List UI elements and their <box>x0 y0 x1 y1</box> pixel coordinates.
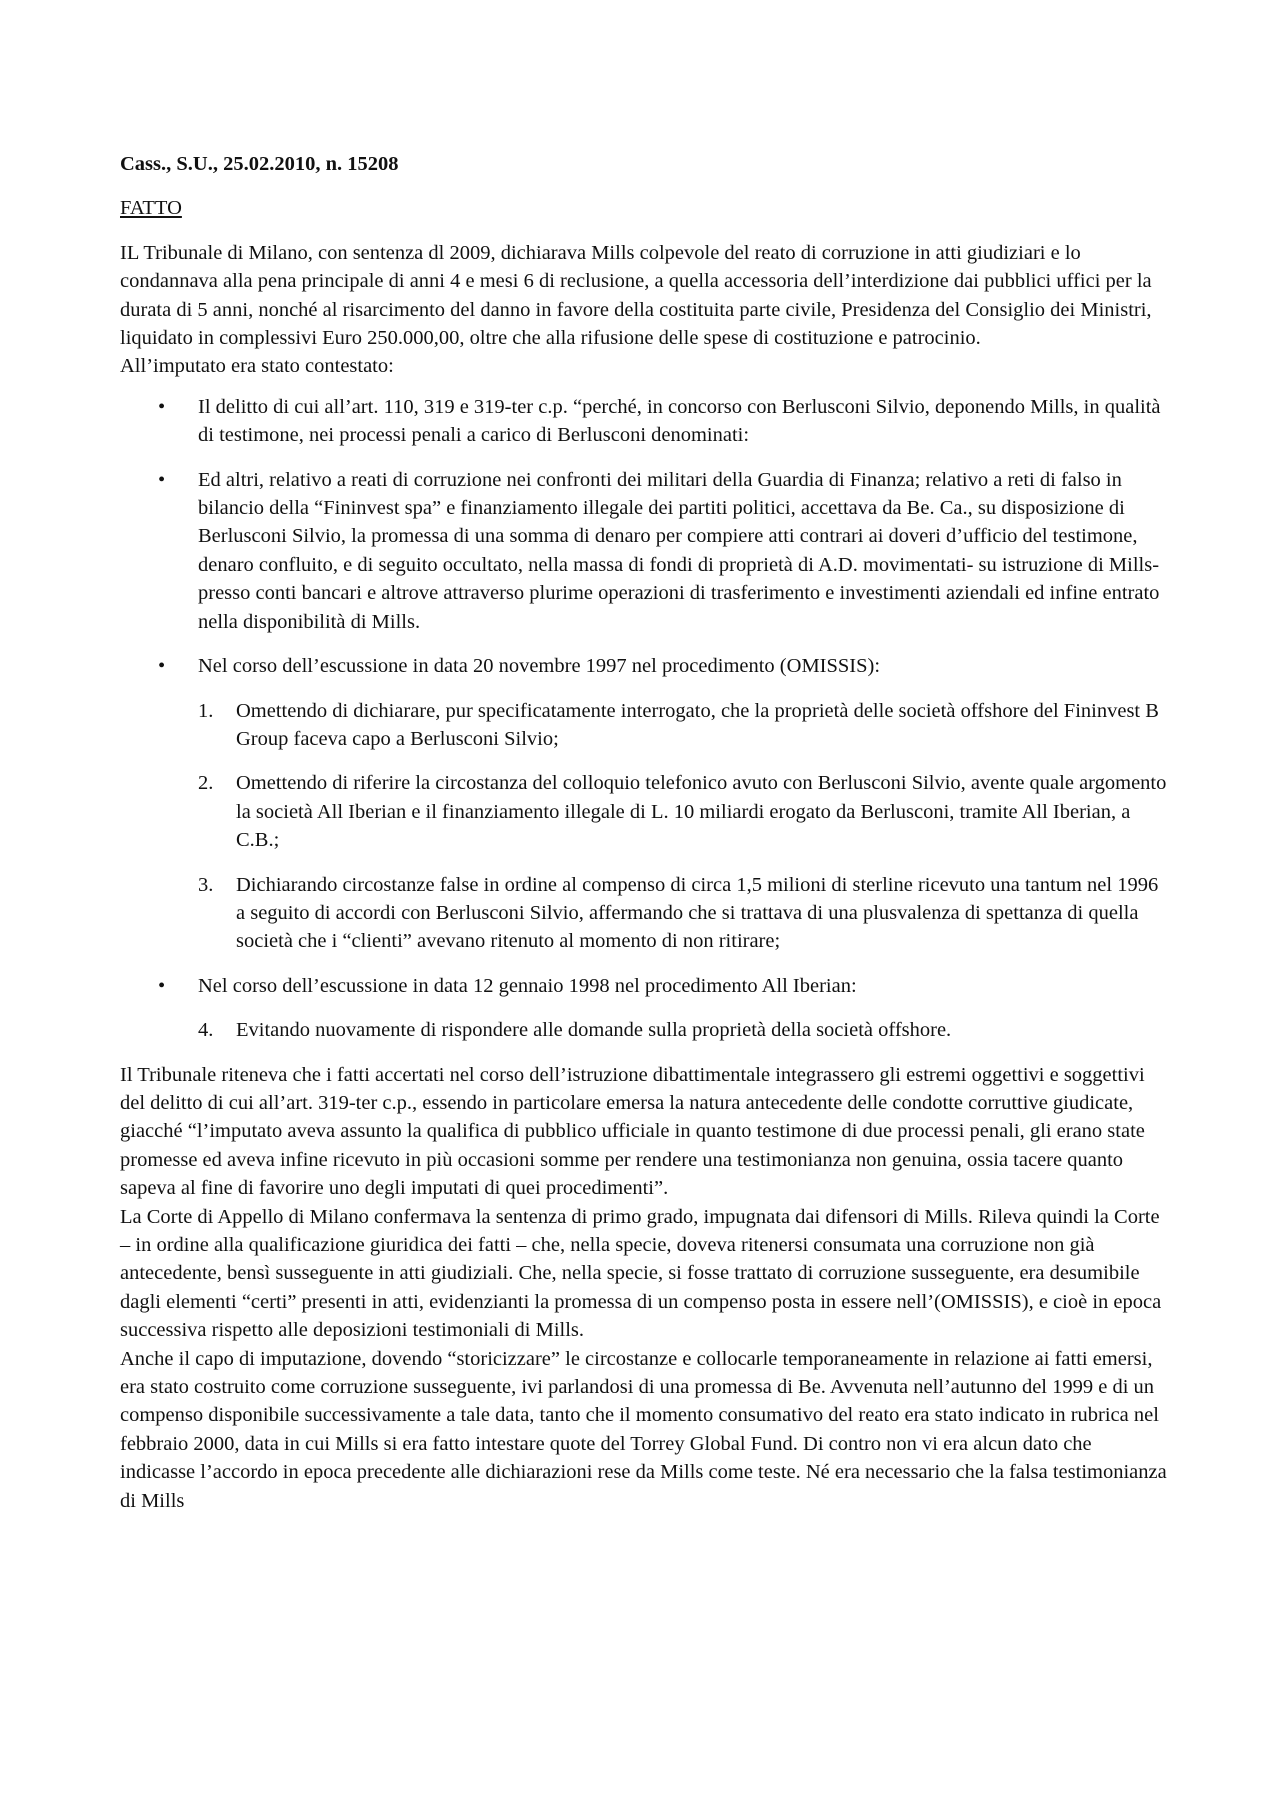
item-number: 4. <box>198 1019 214 1042</box>
numbered-item-text: Omettendo di riferire la circostanza del colloquio telefonico avuto con Berlusconi Silvio, avente quale argomento la società All Iberian e il finanziamento illegale di L. 10 miliardi erogato da Berlusconi, tramite All Iberian, a C.B.; <box>236 772 1167 852</box>
list-item <box>120 466 1170 636</box>
section-heading: FATTO <box>120 197 182 220</box>
item-number: 2. <box>198 772 214 795</box>
bullet-icon: • <box>158 468 166 491</box>
numbered-item <box>120 697 1170 754</box>
intro-paragraph: IL Tribunale di Milano, con sentenza dl 2009, dichiarava Mills colpevole del reato di corruzione in atti giudiziari e lo condannava alla pena principale di anni 4 e mesi 6 di reclusione, a quella accessoria dell’interdizione dai pubblici uffici per la durata di 5 anni, nonché al risarcimento del danno in favore della costituita parte civile, Presidenza del Consiglio dei Ministri, liquidato in complessivi Euro 250.000,00, oltre che alla rifusione delle spese di costituzione e patrocinio. <box>120 241 1152 350</box>
list-item-text: Ed altri, relativo a reati di corruzione nei confronti dei militari della Guardia di Finanza; relativo a reti di falso in bilancio della “Fininvest spa” e finanziamento illegale dei partiti politici, accettava da Be. Ca., su disposizione di Berlusconi Silvio, la promessa di una somma di denaro per compiere atti contrari ai doveri d’ufficio del testimone, denaro confluito, e di seguito occultato, nella massa di fondi di proprietà di A.D. movimentati- su istruzione di Mills- presso conti bancari e altrove attraverso plurime operazioni di trasferimento e investimenti aziendali ed infine entrato nella disponibilità di Mills. <box>198 468 1160 633</box>
numbered-item-text: Evitando nuovamente di rispondere alle domande sulla proprietà della società offshore. <box>236 1019 952 1042</box>
numbered-item-text: Omettendo di dichiarare, pur specificatamente interrogato, che la proprietà delle società offshore del Fininvest B Group faceva capo a Berlusconi Silvio; <box>236 699 1159 750</box>
document-content <box>120 150 1170 1515</box>
list-item-text: Nel corso dell’escussione in data 20 novembre 1997 nel procedimento (OMISSIS): <box>198 655 881 678</box>
list-item-text: Nel corso dell’escussione in data 12 gennaio 1998 nel procedimento All Iberian: <box>198 974 857 997</box>
numbered-item <box>120 871 1170 956</box>
numbered-item <box>120 769 1170 854</box>
numbered-item <box>120 1016 1170 1044</box>
item-number: 3. <box>198 873 214 896</box>
item-number: 1. <box>198 699 214 722</box>
bullet-icon: • <box>158 974 166 997</box>
numbered-item-text: Dichiarando circostanze false in ordine al compenso di circa 1,5 milioni di sterline ricevuto una tantum nel 1996 a seguito di accordi con Berlusconi Silvio, affermando che si trattava di una plusvalenza di spettanza di quella società che i “clienti” avevano ritenuto al momento di non ritirare; <box>236 873 1159 953</box>
bullet-icon: • <box>158 395 166 418</box>
numbered-list <box>198 697 1170 956</box>
intro-paragraph: All’imputato era stato contestato: <box>120 355 394 378</box>
list-item-text: Il delitto di cui all’art. 110, 319 e 319-ter c.p. “perché, in concorso con Berlusconi Silvio, deponendo Mills, in qualità di testimone, nei processi penali a carico di Berlusconi denominati: <box>198 395 1161 447</box>
document-title: Cass., S.U., 25.02.2010, n. 15208 <box>120 153 399 175</box>
list-item <box>120 972 1170 1045</box>
list-item <box>120 393 1170 450</box>
body-paragraph: La Corte di Appello di Milano confermava la sentenza di primo grado, impugnata dai difensori di Mills. Rileva quindi la Corte – in ordine alla qualificazione giuridica dei fatti – che, nella specie, doveva ritenersi consumata una corruzione non già antecedente, bensì susseguente in atti giudiziali. Che, nella specie, si fosse trattato di corruzione susseguente, era desumibile dagli elementi “certi” presenti in atti, evidenzianti la promessa di un compenso posta in essere nell’(OMISSIS), e cioè in epoca successiva rispetto alle deposizioni testimoniali di Mills. <box>120 1205 1162 1342</box>
body-paragraph: Anche il capo di imputazione, dovendo “storicizzare” le circostanze e collocarle temporaneamente in relazione ai fatti emersi, era stato costruito come corruzione susseguente, ivi parlandosi di una promessa di Be. Avvenuta nell’autunno del 1999 e di un compenso disponibile successivamente a tale data, tanto che il momento consumativo del reato era stato indicato in rubrica nel febbraio 2000, data in cui Mills si era fatto intestare quote del Torrey Global Fund. Di contro non vi era alcun dato che indicasse l’accordo in epoca precedente alle dichiarazioni rese da Mills come teste. Né era necessario che la falsa testimonianza di Mills <box>120 1347 1167 1512</box>
list-item <box>120 652 1170 956</box>
bullet-icon: • <box>158 655 166 678</box>
body-paragraph: Il Tribunale riteneva che i fatti accertati nel corso dell’istruzione dibattimentale integrassero gli estremi oggettivi e soggettivi del delitto di cui all’art. 319-ter c.p., essendo in particolare emersa la natura antecedente delle condotte corruttive giudicate, giacché “l’imputato aveva assunto la qualifica di pubblico ufficiale in quanto testimone di due processi penali, gli erano state promesse ed aveva infine ricevuto in più occasioni somme per rendere una testimonianza non genuina, ossia tacere quanto sapeva al fine di favorire uno degli imputati di quei procedimenti”. <box>120 1063 1145 1200</box>
numbered-list <box>198 1016 1170 1044</box>
charges-list <box>120 393 1170 1045</box>
